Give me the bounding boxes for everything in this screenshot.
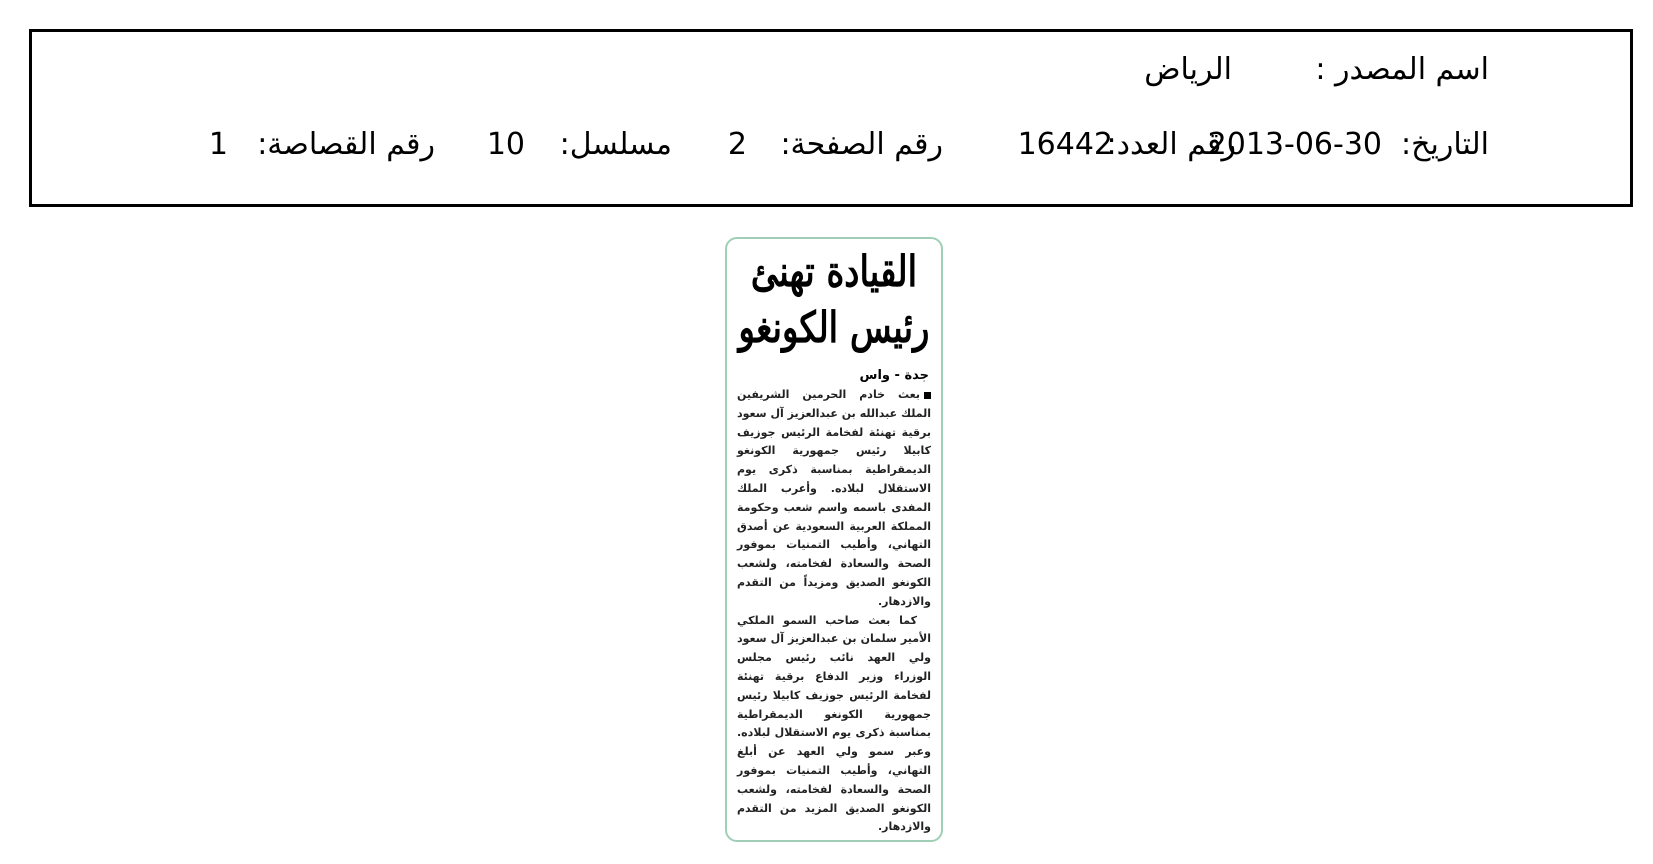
page-label: رقم الصفحة:	[780, 127, 943, 162]
dateline: جدة - واس	[859, 368, 929, 383]
article-paragraph-2: كما بعث صاحب السمو الملكي الأمير سلمان بن عبدالعزيز آل سعود ولي العهد نائب رئيس مجلس الوزراء وزير الدفاع برقية تهنئة لفخامة الرئيس جوزيف كابيلا رئيس جمهورية الكونغو الديمقراطية بمناسبة ذكرى يوم الاستقلال لبلاده. وعبر سمو ولي العهد عن أبلغ التهاني، وأطيب التمنيات بموفور الصحة والسعادة لفخامته، ولشعب الكونغو الصديق المزيد من التقدم والازدهار.	[737, 613, 931, 834]
issue-label: رقم العدد:	[1106, 127, 1236, 162]
source-value: الرياض	[1144, 52, 1232, 87]
issue-value: 16442	[1017, 127, 1113, 162]
serial-value: 10	[486, 127, 525, 162]
page-value: 2	[727, 127, 747, 162]
headline-line-1: القيادة تهنئ	[750, 247, 918, 297]
article-paragraph-1	[737, 386, 931, 612]
bullet-icon	[924, 392, 931, 399]
serial-label: مسلسل:	[559, 127, 672, 162]
date-value: 2013-06-30	[1207, 127, 1382, 162]
source-label: اسم المصدر :	[1315, 52, 1489, 87]
date-label: التاريخ:	[1401, 127, 1489, 162]
news-clipping	[725, 237, 943, 842]
headline-line-2: رئيس الكونغو	[738, 303, 930, 353]
clip-value: 1	[208, 127, 228, 162]
article-body	[737, 386, 931, 837]
article-paragraph-1-text: بعث خادم الحرمين الشريفين الملك عبدالله بن عبدالعزيز آل سعود برقية تهنئة لفخامة الرئيس جوزيف كابيلا رئيس جمهورية الكونغو الديمقراطية بمناسبة ذكرى يوم الاستقلال لبلاده. وأعرب الملك المفدى باسمه واسم شعب وحكومة المملكة العربية السعودية عن أصدق التهاني، وأطيب التمنيات بموفور الصحة والسعادة لفخامته، ولشعب الكونغو الصديق ومزيداً من التقدم والازدهار.	[737, 388, 931, 608]
clip-label: رقم القصاصة:	[257, 127, 435, 162]
